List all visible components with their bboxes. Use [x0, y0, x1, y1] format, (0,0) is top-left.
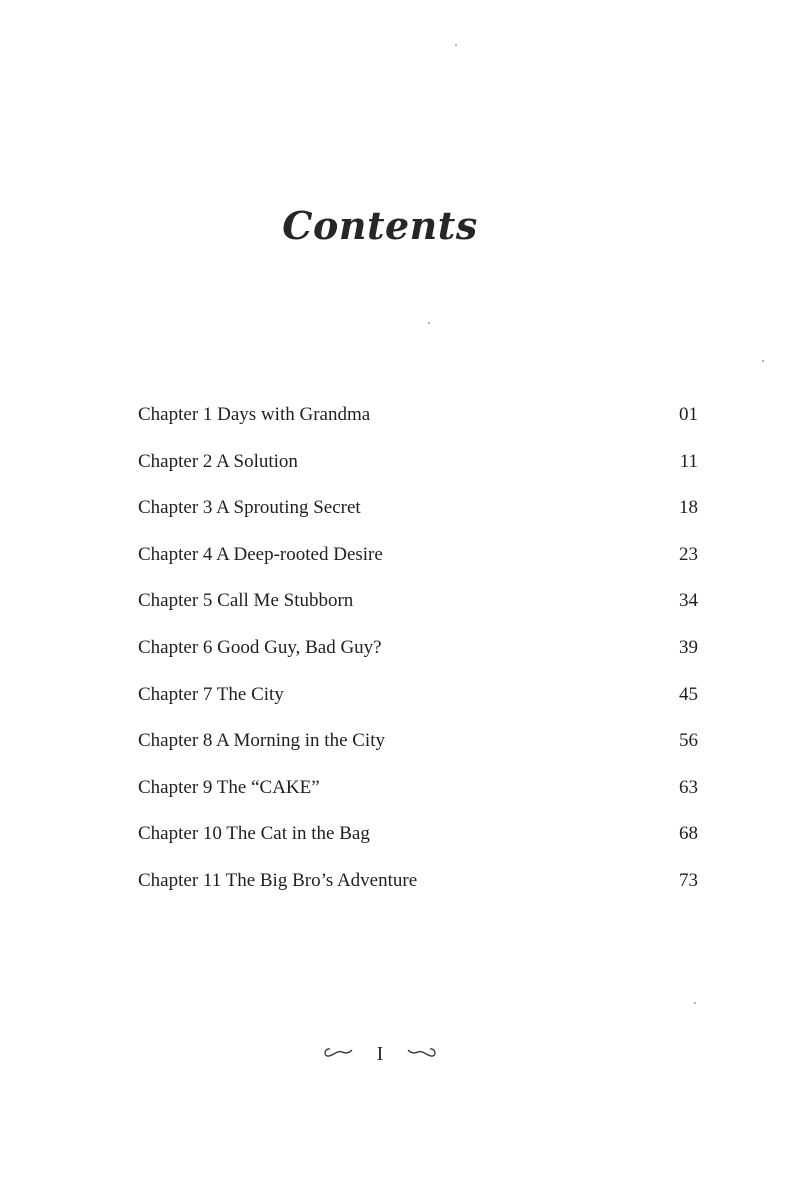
- page-folio: [0, 1042, 760, 1066]
- toc-entry: [138, 544, 698, 591]
- toc-entry-title: Chapter 9 The “CAKE”: [138, 776, 320, 798]
- toc-entry-page: 63: [679, 776, 698, 798]
- toc-entry-title: Chapter 1 Days with Grandma: [138, 404, 371, 425]
- table-of-contents: [138, 404, 698, 917]
- toc-entry-page: 01: [679, 404, 698, 425]
- toc-entry-title: Chapter 10 The Cat in the Bag: [138, 823, 370, 845]
- swash-ornament-right-icon: [406, 1043, 440, 1066]
- print-speck: [762, 360, 764, 362]
- toc-entry: [138, 777, 698, 824]
- toc-entry-title: Chapter 3 A Sprouting Secret: [138, 497, 361, 519]
- print-speck: [455, 44, 457, 46]
- page-number: I: [376, 1042, 384, 1065]
- toc-entry-title: Chapter 4 A Deep-rooted Desire: [138, 543, 383, 565]
- toc-entry: [138, 404, 698, 451]
- toc-entry: [138, 684, 698, 731]
- toc-entry-page: 73: [679, 869, 698, 891]
- toc-entry-page: 56: [679, 730, 698, 752]
- toc-entry-page: 11: [679, 450, 698, 472]
- toc-entry-title: Chapter 7 The City: [138, 683, 284, 705]
- toc-entry: [138, 451, 698, 498]
- toc-entry-title: Chapter 2 A Solution: [138, 450, 298, 472]
- page-title: Contents: [282, 203, 478, 249]
- swash-ornament-left-icon: [320, 1043, 354, 1066]
- print-speck: [694, 1002, 696, 1004]
- toc-entry-title: Chapter 11 The Big Bro’s Adventure: [138, 869, 418, 891]
- toc-entry: [138, 637, 698, 684]
- toc-entry: [138, 730, 698, 777]
- toc-entry-page: 18: [679, 497, 698, 519]
- toc-entry-page: 34: [679, 590, 698, 612]
- toc-entry-title: Chapter 6 Good Guy, Bad Guy?: [138, 636, 382, 658]
- toc-entry-title: Chapter 5 Call Me Stubborn: [138, 590, 354, 612]
- toc-entry-title: Chapter 8 A Morning in the City: [138, 730, 385, 752]
- toc-entry-page: 68: [679, 823, 698, 845]
- toc-entry-page: 45: [679, 683, 698, 705]
- toc-entry: [138, 870, 698, 917]
- toc-entry: [138, 497, 698, 544]
- toc-entry-page: 39: [679, 636, 698, 658]
- print-speck: [428, 322, 430, 324]
- toc-entry-page: 23: [679, 543, 698, 565]
- toc-entry: [138, 590, 698, 637]
- toc-entry: [138, 823, 698, 870]
